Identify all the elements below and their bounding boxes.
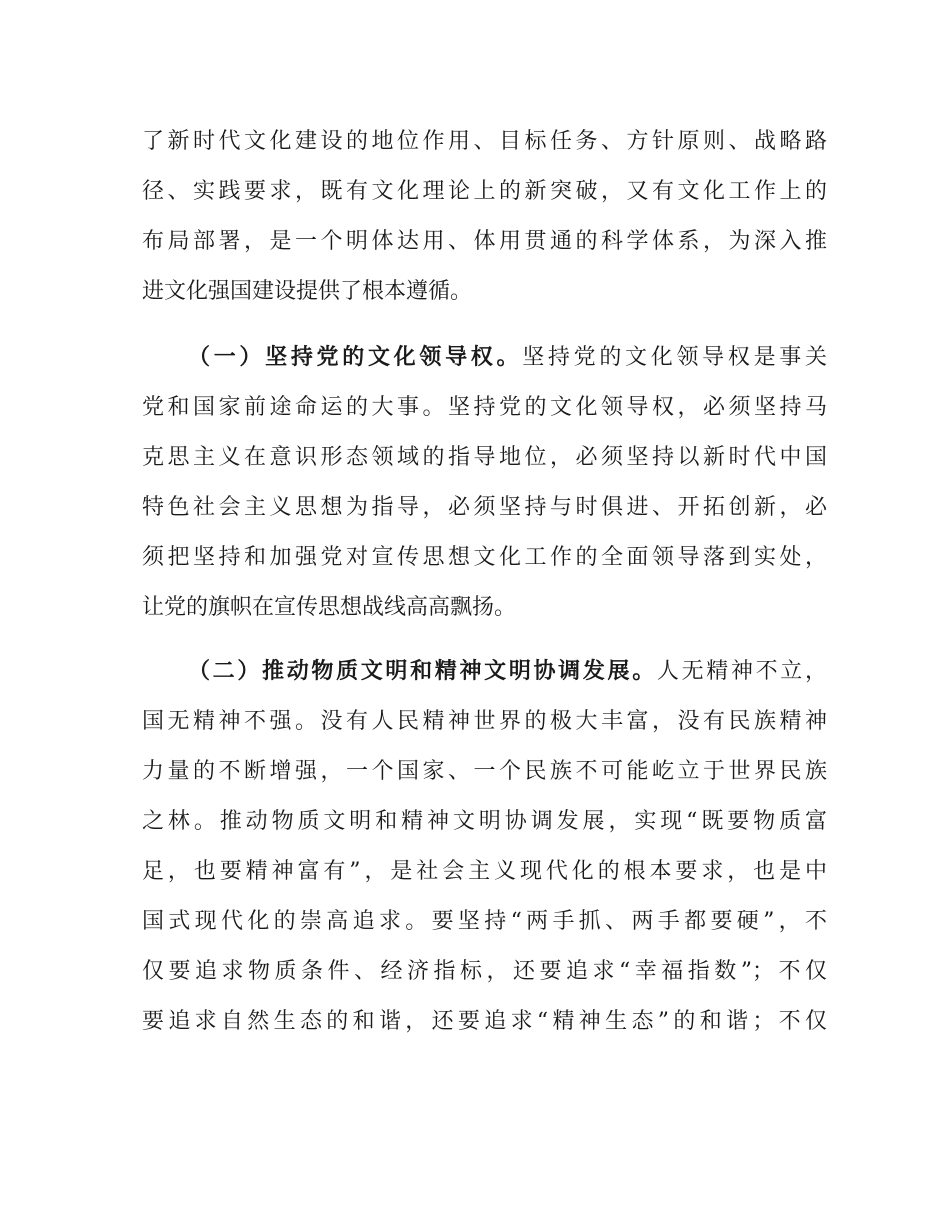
body-text-line: 国式现代化的崇高追求。要坚持“两手抓、两手都要硬”，不 bbox=[142, 909, 827, 934]
body-text: 坚持党的文化领导权是事关 bbox=[522, 345, 827, 370]
section-first-line bbox=[188, 652, 827, 692]
body-text-line: 了新时代文化建设的地位作用、目标任务、方针原则、战略路 bbox=[142, 129, 827, 154]
body-text-line: 克思主义在意识形态领域的指导地位，必须坚持以新时代中国 bbox=[142, 445, 827, 470]
section-heading: （二）推动物质文明和精神文明协调发展。 bbox=[188, 659, 657, 684]
body-text-line: 特色社会主义思想为指导，必须坚持与时俱进、开拓创新，必 bbox=[142, 495, 827, 520]
body-text-line: 党和国家前途命运的大事。坚持党的文化领导权，必须坚持马 bbox=[142, 395, 827, 420]
body-text-line: 力量的不断增强，一个国家、一个民族不可能屹立于世界民族 bbox=[142, 759, 827, 784]
body-text-line: 让党的旗帜在宣传思想战线高高飘扬。 bbox=[142, 595, 517, 620]
body-text-line: 之林。推动物质文明和精神文明协调发展，实现“既要物质富 bbox=[142, 809, 827, 834]
section-heading: （一）坚持党的文化领导权。 bbox=[188, 345, 523, 370]
body-text-line: 要追求自然生态的和谐，还要追求“精神生态”的和谐；不仅 bbox=[142, 1009, 827, 1034]
body-text-line: 进文化强国建设提供了根本遵循。 bbox=[142, 279, 473, 304]
body-text-line: 足，也要精神富有”，是社会主义现代化的根本要求，也是中 bbox=[142, 859, 827, 884]
section-first-line bbox=[188, 338, 827, 378]
body-text-line: 仅要追求物质条件、经济指标，还要追求“幸福指数”；不仅 bbox=[142, 959, 827, 984]
body-text-line: 径、实践要求，既有文化理论上的新突破，又有文化工作上的 bbox=[142, 179, 827, 204]
body-text-line: 须把坚持和加强党对宣传思想文化工作的全面领导落到实处， bbox=[142, 545, 827, 570]
body-text: 人无精神不立， bbox=[656, 659, 827, 684]
body-text-line: 国无精神不强。没有人民精神世界的极大丰富，没有民族精神 bbox=[142, 709, 827, 734]
body-text-line: 布局部署，是一个明体达用、体用贯通的科学体系，为深入推 bbox=[142, 229, 827, 254]
